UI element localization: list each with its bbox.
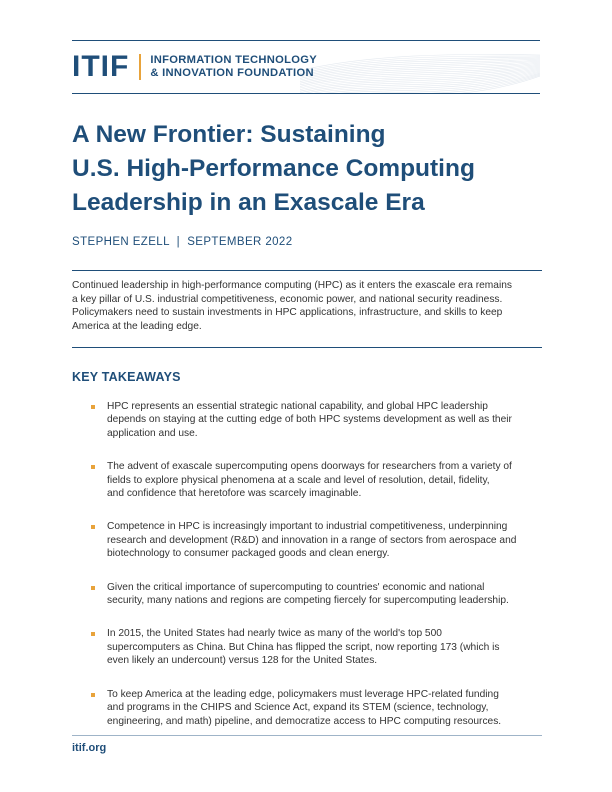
takeaway-line: HPC represents an essential strategic national capability, and global HPC leadership — [107, 401, 488, 412]
summary-top-rule — [72, 270, 542, 271]
report-title — [72, 118, 540, 220]
takeaway-line: To keep America at the leading edge, policymakers must leverage HPC-related funding — [107, 688, 499, 700]
takeaway-item — [91, 400, 551, 440]
key-takeaways-list — [91, 400, 551, 728]
key-takeaways-heading: KEY TAKEAWAYS — [72, 370, 181, 384]
footer-rule — [72, 735, 542, 736]
square-bullet-icon — [91, 465, 95, 469]
takeaway-line: and programs in the CHIPS and Science Act, expand its STEM (science, technology, — [107, 702, 489, 714]
square-bullet-icon — [91, 693, 95, 697]
logo-org-name — [150, 54, 317, 80]
author-date-byline: STEPHEN EZELL | SEPTEMBER 2022 — [72, 236, 293, 248]
itif-logo[interactable] — [72, 52, 317, 82]
logo-org-line-1: INFORMATION TECHNOLOGY — [150, 54, 318, 66]
title-line: A New Frontier: Sustaining — [72, 121, 386, 148]
takeaway-line: depends on staying at the cutting edge of both HPC systems development as well as their — [107, 414, 512, 426]
summary-line: America at the leading edge. — [72, 320, 202, 332]
logo-mark: ITIF — [72, 50, 130, 83]
takeaway-line: supercomputers as China. But China has flipped the script, now reporting 173 (which is — [107, 641, 500, 653]
takeaway-line: security, many nations and regions are competing fiercely for supercomputing leadership. — [107, 595, 509, 607]
summary-line: Continued leadership in high-performance computing (HPC) as it enters the exascale era remains — [72, 280, 512, 291]
takeaway-line: research and development (R&D) and innovation in a range of sectors from aerospace and — [107, 534, 517, 546]
takeaway-line: Competence in HPC is increasingly important to industrial competitiveness, underpinning — [107, 521, 508, 533]
summary-line: Policymakers need to sustain investments in HPC applications, infrastructure, and skills to keep — [72, 307, 503, 319]
takeaway-line: fields to explore physical phenomena at a scale and level of resolution, detail, fidelity, — [107, 474, 490, 486]
takeaway-line: application and use. — [107, 427, 198, 439]
square-bullet-icon — [91, 525, 95, 529]
takeaway-item — [91, 581, 551, 608]
takeaway-line: and confidence that heretofore was scarcely imaginable. — [107, 488, 362, 500]
takeaway-item — [91, 627, 551, 667]
logo-separator — [139, 54, 141, 80]
square-bullet-icon — [91, 586, 95, 590]
summary-paragraph — [72, 279, 542, 333]
summary-bottom-rule — [72, 347, 542, 348]
square-bullet-icon — [91, 405, 95, 409]
takeaway-item — [91, 688, 551, 728]
summary-line: a key pillar of U.S. industrial competitiveness, economic power, and national security readiness. — [72, 293, 503, 305]
takeaway-line: engineering, and math) pipeline, and democratize access to HPC computing resources. — [107, 715, 502, 727]
square-bullet-icon — [91, 632, 95, 636]
title-line: Leadership in an Exascale Era — [72, 189, 425, 216]
footer-site-link[interactable]: itif.org — [72, 742, 107, 754]
takeaway-line: even likely an undercount) versus 128 for the United States. — [107, 655, 378, 667]
takeaway-line: biotechnology to consumer packaged goods and clean energy. — [107, 548, 390, 560]
title-line: U.S. High-Performance Computing — [72, 155, 475, 182]
logo-org-line-2: & INNOVATION FOUNDATION — [150, 67, 314, 79]
takeaway-item — [91, 460, 551, 500]
takeaway-line: In 2015, the United States had nearly twice as many of the world's top 500 — [107, 628, 442, 640]
takeaway-line: The advent of exascale supercomputing opens doorways for researchers from a variety of — [107, 461, 512, 473]
takeaway-item — [91, 520, 551, 560]
header-wave-decoration — [300, 40, 540, 94]
header-bottom-rule — [72, 93, 540, 94]
takeaway-line: Given the critical importance of supercomputing to countries' economic and national — [107, 581, 485, 593]
